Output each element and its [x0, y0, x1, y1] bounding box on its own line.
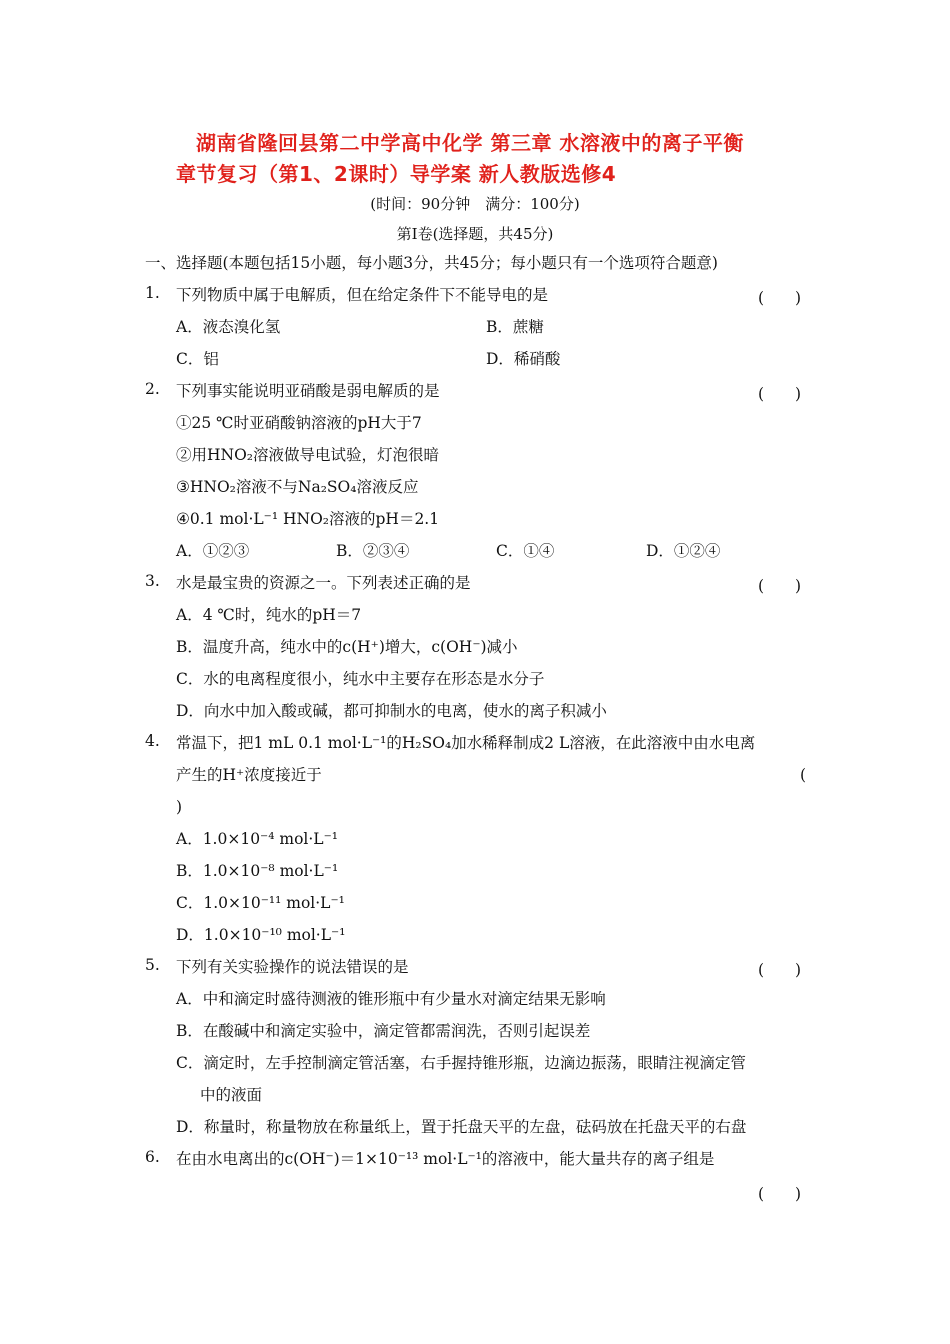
q1-answer-paren: ( )	[758, 289, 802, 307]
q5-option-c-continued: 中的液面	[200, 1086, 263, 1104]
q6-answer-paren: ( )	[758, 1185, 802, 1203]
instructions: 一、选择题(本题包括15小题，每小题3分，共45分；每小题只有一个选项符合题意)	[145, 254, 718, 272]
q5-option-d: D．称量时，称量物放在称量纸上，置于托盘天平的左盘，砝码放在托盘天平的右盘	[176, 1118, 747, 1136]
q2-answer-paren: ( )	[758, 385, 802, 403]
q5-answer-paren: ( )	[758, 961, 802, 979]
q5-stem: 下列有关实验操作的说法错误的是	[176, 958, 409, 976]
q2-stem: 下列事实能说明亚硝酸是弱电解质的是	[176, 382, 440, 400]
q3-answer-paren: ( )	[758, 577, 802, 595]
q5-option-c: C．滴定时，左手控制滴定管活塞，右手握持锥形瓶，边滴边振荡，眼睛注视滴定管	[176, 1054, 746, 1072]
q1-option-d: D．稀硝酸	[486, 350, 561, 368]
q5-option-b: B．在酸碱中和滴定实验中，滴定管都需润洗，否则引起误差	[176, 1022, 591, 1040]
q6-stem: 在由水电离出的c(OH⁻)＝1×10⁻¹³ mol·L⁻¹的溶液中，能大量共存的离子组是	[176, 1150, 715, 1168]
q3-stem: 水是最宝贵的资源之一。下列表述正确的是	[176, 574, 471, 592]
q3-option-d: D．向水中加入酸或碱，都可抑制水的电离，使水的离子积减小	[176, 702, 607, 720]
q4-option-d: D．1.0×10⁻¹⁰ mol·L⁻¹	[176, 926, 346, 944]
q2-option-d: D．①②④	[646, 542, 721, 560]
q1-option-a: A．液态溴化氢	[176, 318, 281, 336]
q5-number: 5.	[145, 956, 160, 974]
q1-option-c: C．铝	[176, 350, 219, 368]
q1-number: 1.	[145, 284, 160, 302]
q5-option-a: A．中和滴定时盛待测液的锥形瓶中有少量水对滴定结果无影响	[176, 990, 606, 1008]
q3-option-a: A．4 ℃时，纯水的pH＝7	[176, 606, 362, 624]
q4-stem-line2: 产生的H⁺浓度接近于	[176, 766, 322, 784]
q3-option-c: C．水的电离程度很小，纯水中主要存在形态是水分子	[176, 670, 545, 688]
q6-number: 6.	[145, 1148, 160, 1166]
q4-stem-line1: 常温下，把1 mL 0.1 mol·L⁻¹的H₂SO₄加水稀释制成2 L溶液，在此溶液中由水电离	[176, 734, 756, 752]
q4-paren-close: )	[176, 798, 183, 816]
q2-option-a: A．①②③	[176, 542, 250, 560]
q2-number: 2.	[145, 380, 160, 398]
q4-paren-open: (	[800, 766, 807, 784]
q2-option-c: C．①④	[496, 542, 555, 560]
doc-title-line2: 章节复习（第1、2课时）导学案 新人教版选修4	[176, 162, 617, 186]
q2-fact-1: ①25 ℃时亚硝酸钠溶液的pH大于7	[176, 414, 422, 432]
section-heading: 第Ⅰ卷(选择题，共45分)	[396, 225, 554, 243]
q4-number: 4.	[145, 732, 160, 750]
doc-title-line1: 湖南省隆回县第二中学高中化学 第三章 水溶液中的离子平衡	[196, 131, 744, 155]
q1-option-b: B．蔗糖	[486, 318, 544, 336]
time-info: (时间：90分钟 满分：100分)	[370, 195, 580, 213]
q3-option-b: B．温度升高，纯水中的c(H⁺)增大，c(OH⁻)减小	[176, 638, 518, 656]
q2-option-b: B．②③④	[336, 542, 410, 560]
q3-number: 3.	[145, 572, 160, 590]
q2-fact-2: ②用HNO₂溶液做导电试验，灯泡很暗	[176, 446, 440, 464]
q1-stem: 下列物质中属于电解质，但在给定条件下不能导电的是	[176, 286, 549, 304]
q4-option-b: B．1.0×10⁻⁸ mol·L⁻¹	[176, 862, 339, 880]
q2-fact-4: ④0.1 mol·L⁻¹ HNO₂溶液的pH＝2.1	[176, 510, 440, 528]
q2-fact-3: ③HNO₂溶液不与Na₂SO₄溶液反应	[176, 478, 419, 496]
q4-option-c: C．1.0×10⁻¹¹ mol·L⁻¹	[176, 894, 345, 912]
q4-option-a: A．1.0×10⁻⁴ mol·L⁻¹	[176, 830, 338, 848]
